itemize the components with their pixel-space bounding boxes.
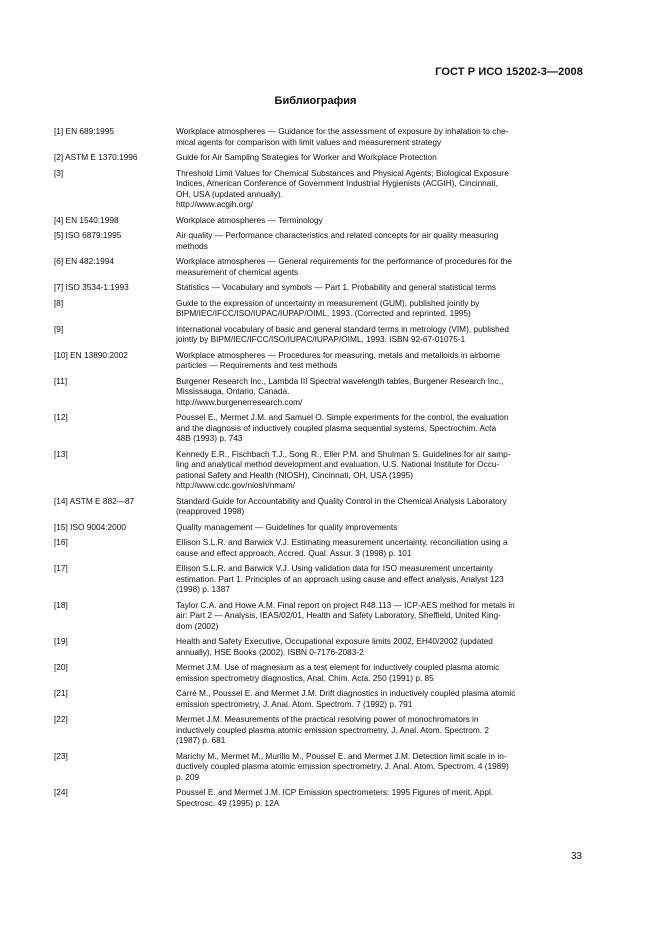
reference-text-line: mical agents for comparison with limit values and measurement strategy <box>176 136 442 147</box>
reference-key: [12] <box>54 412 68 422</box>
reference-text-line: Workplace atmospheres — Guidance for the assessment of exposure by inhalation to che- <box>176 126 509 136</box>
reference-text <box>176 522 577 533</box>
reference-key: [20] <box>54 662 68 672</box>
reference-key: [16] <box>54 537 68 547</box>
reference-key: [23] <box>54 750 68 761</box>
reference-key: [17] <box>54 563 68 573</box>
reference-key: [3] <box>54 167 64 178</box>
reference-text <box>176 168 577 210</box>
reference-entry <box>54 449 577 491</box>
reference-text-line: Taylor C.A. and Howe A.M. Final report on project R48.113 — ICP-AES method for metals in <box>176 599 515 610</box>
reference-entry <box>54 168 577 210</box>
reference-text <box>176 563 577 595</box>
reference-text-line: Guide for Air Sampling Strategies for Worker and Workplace Protection <box>176 152 437 162</box>
reference-text-line: cause and effect approach, Accred. Qual. Assur. 3 (1998) p. 101 <box>176 547 412 558</box>
reference-entry <box>54 496 577 517</box>
reference-text-line: Poussel E., Mermet J.M. and Samuel O. Simple experiments for the control, the evaluation <box>176 412 509 422</box>
reference-text-line: OH, USA (updated annually). <box>176 188 283 199</box>
reference-text <box>176 751 577 783</box>
reference-text-line: ling and analytical method development and evaluation, U.S. National Institute for Occu- <box>176 459 500 469</box>
reference-key: [1] EN 689:1995 <box>54 126 114 136</box>
reference-key: [13] <box>54 448 68 459</box>
reference-text-line: Workplace atmospheres — General requirements for the performance of procedures for the <box>176 256 513 266</box>
reference-text <box>176 230 577 251</box>
reference-text <box>176 412 577 444</box>
reference-key: [2] ASTM E 1370:1996 <box>54 152 138 162</box>
reference-text-line: Mermet J.M. Measurements of the practical resolving power of monochromators in <box>176 714 479 724</box>
reference-text-line: particles — Requirements and test methods <box>176 360 338 370</box>
reference-key: [14] ASTM E 882—87 <box>54 495 135 506</box>
reference-text-line: Kennedy E.R., Fischbach T.J., Song R., Eller P.M. and Shulman S. Guidelines for air samp- <box>176 448 511 459</box>
reference-text-line: Carré M., Poussel E. and Mermet J.M. Drift diagnostics in inductively coupled plasma atomic <box>176 688 516 698</box>
reference-text <box>176 714 577 746</box>
reference-key: [6] EN 482:1994 <box>54 256 114 266</box>
reference-text <box>176 537 577 558</box>
reference-text <box>176 496 577 517</box>
reference-text-line: ductively coupled plasma atomic emission spectrometry, J. Anal. Atom. Spectrom. 4 (1989) <box>176 761 509 771</box>
reference-text-line: http://www.acgih.org/ <box>176 199 254 209</box>
reference-text-line: Marichy M., Mermet M., Murillo M., Poussel E. and Mermet J.M. Detection limit scale in in- <box>176 750 507 761</box>
reference-entry <box>54 215 577 226</box>
reference-text <box>176 282 577 293</box>
reference-text <box>176 449 577 491</box>
reference-text-line: Workplace atmospheres — Terminology <box>176 214 323 225</box>
reference-text-line: (reapproved 1998) <box>176 506 245 516</box>
reference-key: [4] EN 1540:1998 <box>54 214 119 225</box>
reference-text-line: International vocabulary of basic and general standard terms in metrology (VIM), published <box>176 323 509 334</box>
bibliography-list <box>54 126 577 813</box>
reference-text-line: Health and Safety Executive, Occupational exposure limits 2002, EH40/2002 (updated <box>176 636 493 646</box>
page-number: 33 <box>570 851 582 862</box>
reference-text-line: (1987) p. 681 <box>176 735 226 745</box>
reference-text-line: Mississauga, Ontario, Canada. <box>176 386 290 396</box>
reference-text-line: Ellison S.L.R. and Barwick V.J. Estimating measurement uncertainty. reconciliation using a <box>176 537 508 547</box>
reference-text-line: Poussel E. and Mermet J.M. ICP Emission spectrometers: 1995 Figures of merit, Appl. <box>176 787 494 797</box>
reference-text-line: Statistics — Vocabulary and symbols — Part 1. Probability and general statistical terms <box>176 282 497 292</box>
reference-text-line: emission spectrometry diagnostics, Anal. Chim. Acta. 250 (1991) p. 85 <box>176 672 434 683</box>
page-title: Библиография <box>274 95 357 107</box>
reference-text <box>176 298 577 319</box>
reference-text-line: Mermet J.M. Use of magnesium as a test element for inductively coupled plasma atomic <box>176 662 500 672</box>
reference-text-line: air: Part 2 — Analysis, IEAS/02/01, Health and Safety Laboratory, Sheffield, United King- <box>176 610 501 620</box>
reference-text-line: pational Safety and Health (NIOSH), Cincinnati, OH, USA (1995) <box>176 469 414 480</box>
reference-text-line: BIPM/IEC/IFCC/ISO/IUPAC/IUPAP/OIML, 1993. (Corrected and reprinted, 1995) <box>176 308 471 318</box>
reference-text-line: http://www.burgenerresearch.com/ <box>176 396 303 407</box>
reference-entry <box>54 636 577 657</box>
reference-text-line: and the diagnosis of inductively coupled plasma sequential systems, Spectrochim. Acta <box>176 422 497 433</box>
reference-text <box>176 662 577 683</box>
reference-key: [9] <box>54 323 64 334</box>
reference-entry <box>54 350 577 371</box>
reference-entry <box>54 324 577 345</box>
reference-key: [8] <box>54 297 64 308</box>
reference-text-line: methods <box>176 240 208 251</box>
reference-entry <box>54 376 577 408</box>
reference-text-line: Air quality — Performance characteristics and related concepts for air quality measuring <box>176 230 499 240</box>
reference-text-line: estimation. Part 1. Principles of an approach using cause and effect analysis, Analyst 123 <box>176 573 504 584</box>
reference-key: [7] ISO 3534-1:1993 <box>54 282 129 292</box>
reference-entry <box>54 662 577 683</box>
reference-text <box>176 126 577 147</box>
reference-text-line: http://www.cdc.gov/niosh/nmam/ <box>176 480 295 490</box>
reference-entry <box>54 751 577 783</box>
reference-text-line: Standard Guide for Accountability and Quality Control in the Chemical Analysis Laboratory <box>176 495 507 506</box>
reference-text <box>176 600 577 632</box>
reference-key: [11] <box>54 375 68 386</box>
reference-text-line: Ellison S.L.R. and Barwick V.J. Using validation data for ISO measurement uncertainty <box>176 563 493 573</box>
reference-text-line: (1998) p. 1387 <box>176 584 230 594</box>
reference-entry <box>54 152 577 163</box>
reference-key: [19] <box>54 636 68 646</box>
reference-text-line: Spectrosc. 49 (1995) p. 12A <box>176 797 280 808</box>
reference-entry <box>54 522 577 533</box>
reference-text <box>176 688 577 709</box>
reference-key: [10] EN 13890:2002 <box>54 349 128 360</box>
reference-entry <box>54 714 577 746</box>
reference-text <box>176 350 577 371</box>
reference-text-line: Quality management — Guidelines for quality improvements <box>176 521 398 532</box>
reference-text <box>176 256 577 277</box>
reference-key: [18] <box>54 599 68 610</box>
reference-text-line: dom (2002) <box>176 620 219 631</box>
reference-entry <box>54 256 577 277</box>
reference-text-line: Indices, American Conference of Government Industrial Hygienists (ACGIH), Cincinnati, <box>176 178 498 188</box>
reference-text-line: Threshold Limit Values for Chemical Substances and Physical Agents; Biological Exposure <box>176 167 509 178</box>
reference-text <box>176 636 577 657</box>
reference-text <box>176 324 577 345</box>
reference-key: [22] <box>54 714 68 724</box>
reference-entry <box>54 563 577 595</box>
reference-text <box>176 787 577 808</box>
reference-text-line: Burgener Research Inc., Lambda III Spectral wavelength tables, Burgener Research Inc., <box>176 375 504 386</box>
reference-text-line: p. 209 <box>176 771 200 782</box>
reference-text-line: jointly by BIPM/IEC/IFCC/ISO/IUPAC/IUPAP/OIML, 1993. ISBN 92-67-01075-1 <box>176 334 466 344</box>
reference-text-line: Guide to the expression of uncertainty in measurement (GUM), published jointly by <box>176 297 480 308</box>
reference-text-line: inductively coupled plasma atomic emission spectrometry, J. Anal. Atom. Spectrom. 2 <box>176 724 489 735</box>
reference-entry <box>54 787 577 808</box>
reference-key: [5] ISO 6879:1995 <box>54 230 122 240</box>
reference-key: [15] ISO 9004:2000 <box>54 521 126 532</box>
reference-entry <box>54 688 577 709</box>
reference-key: [21] <box>54 688 68 698</box>
reference-text <box>176 376 577 408</box>
reference-text-line: annually), HSE Books (2002). ISBN 0-7176-2083-2 <box>176 646 364 657</box>
reference-entry <box>54 230 577 251</box>
reference-entry <box>54 282 577 293</box>
reference-entry <box>54 126 577 147</box>
reference-entry <box>54 600 577 632</box>
reference-entry <box>54 537 577 558</box>
reference-text-line: Workplace atmospheres — Procedures for measuring, metals and metalloids in airborne <box>176 349 501 360</box>
reference-key: [24] <box>54 787 68 797</box>
reference-text <box>176 215 577 226</box>
reference-text-line: measurement of chemical agents <box>176 266 299 277</box>
document-code: ГОСТ Р ИСО 15202-3—2008 <box>435 66 583 78</box>
reference-entry <box>54 298 577 319</box>
reference-entry <box>54 412 577 444</box>
reference-text <box>176 152 577 163</box>
reference-text-line: 48B (1993) p. 743 <box>176 433 243 443</box>
reference-text-line: emission spectrometry, J. Anal. Atom. Spectrom. 7 (1992) p. 791 <box>176 698 413 709</box>
